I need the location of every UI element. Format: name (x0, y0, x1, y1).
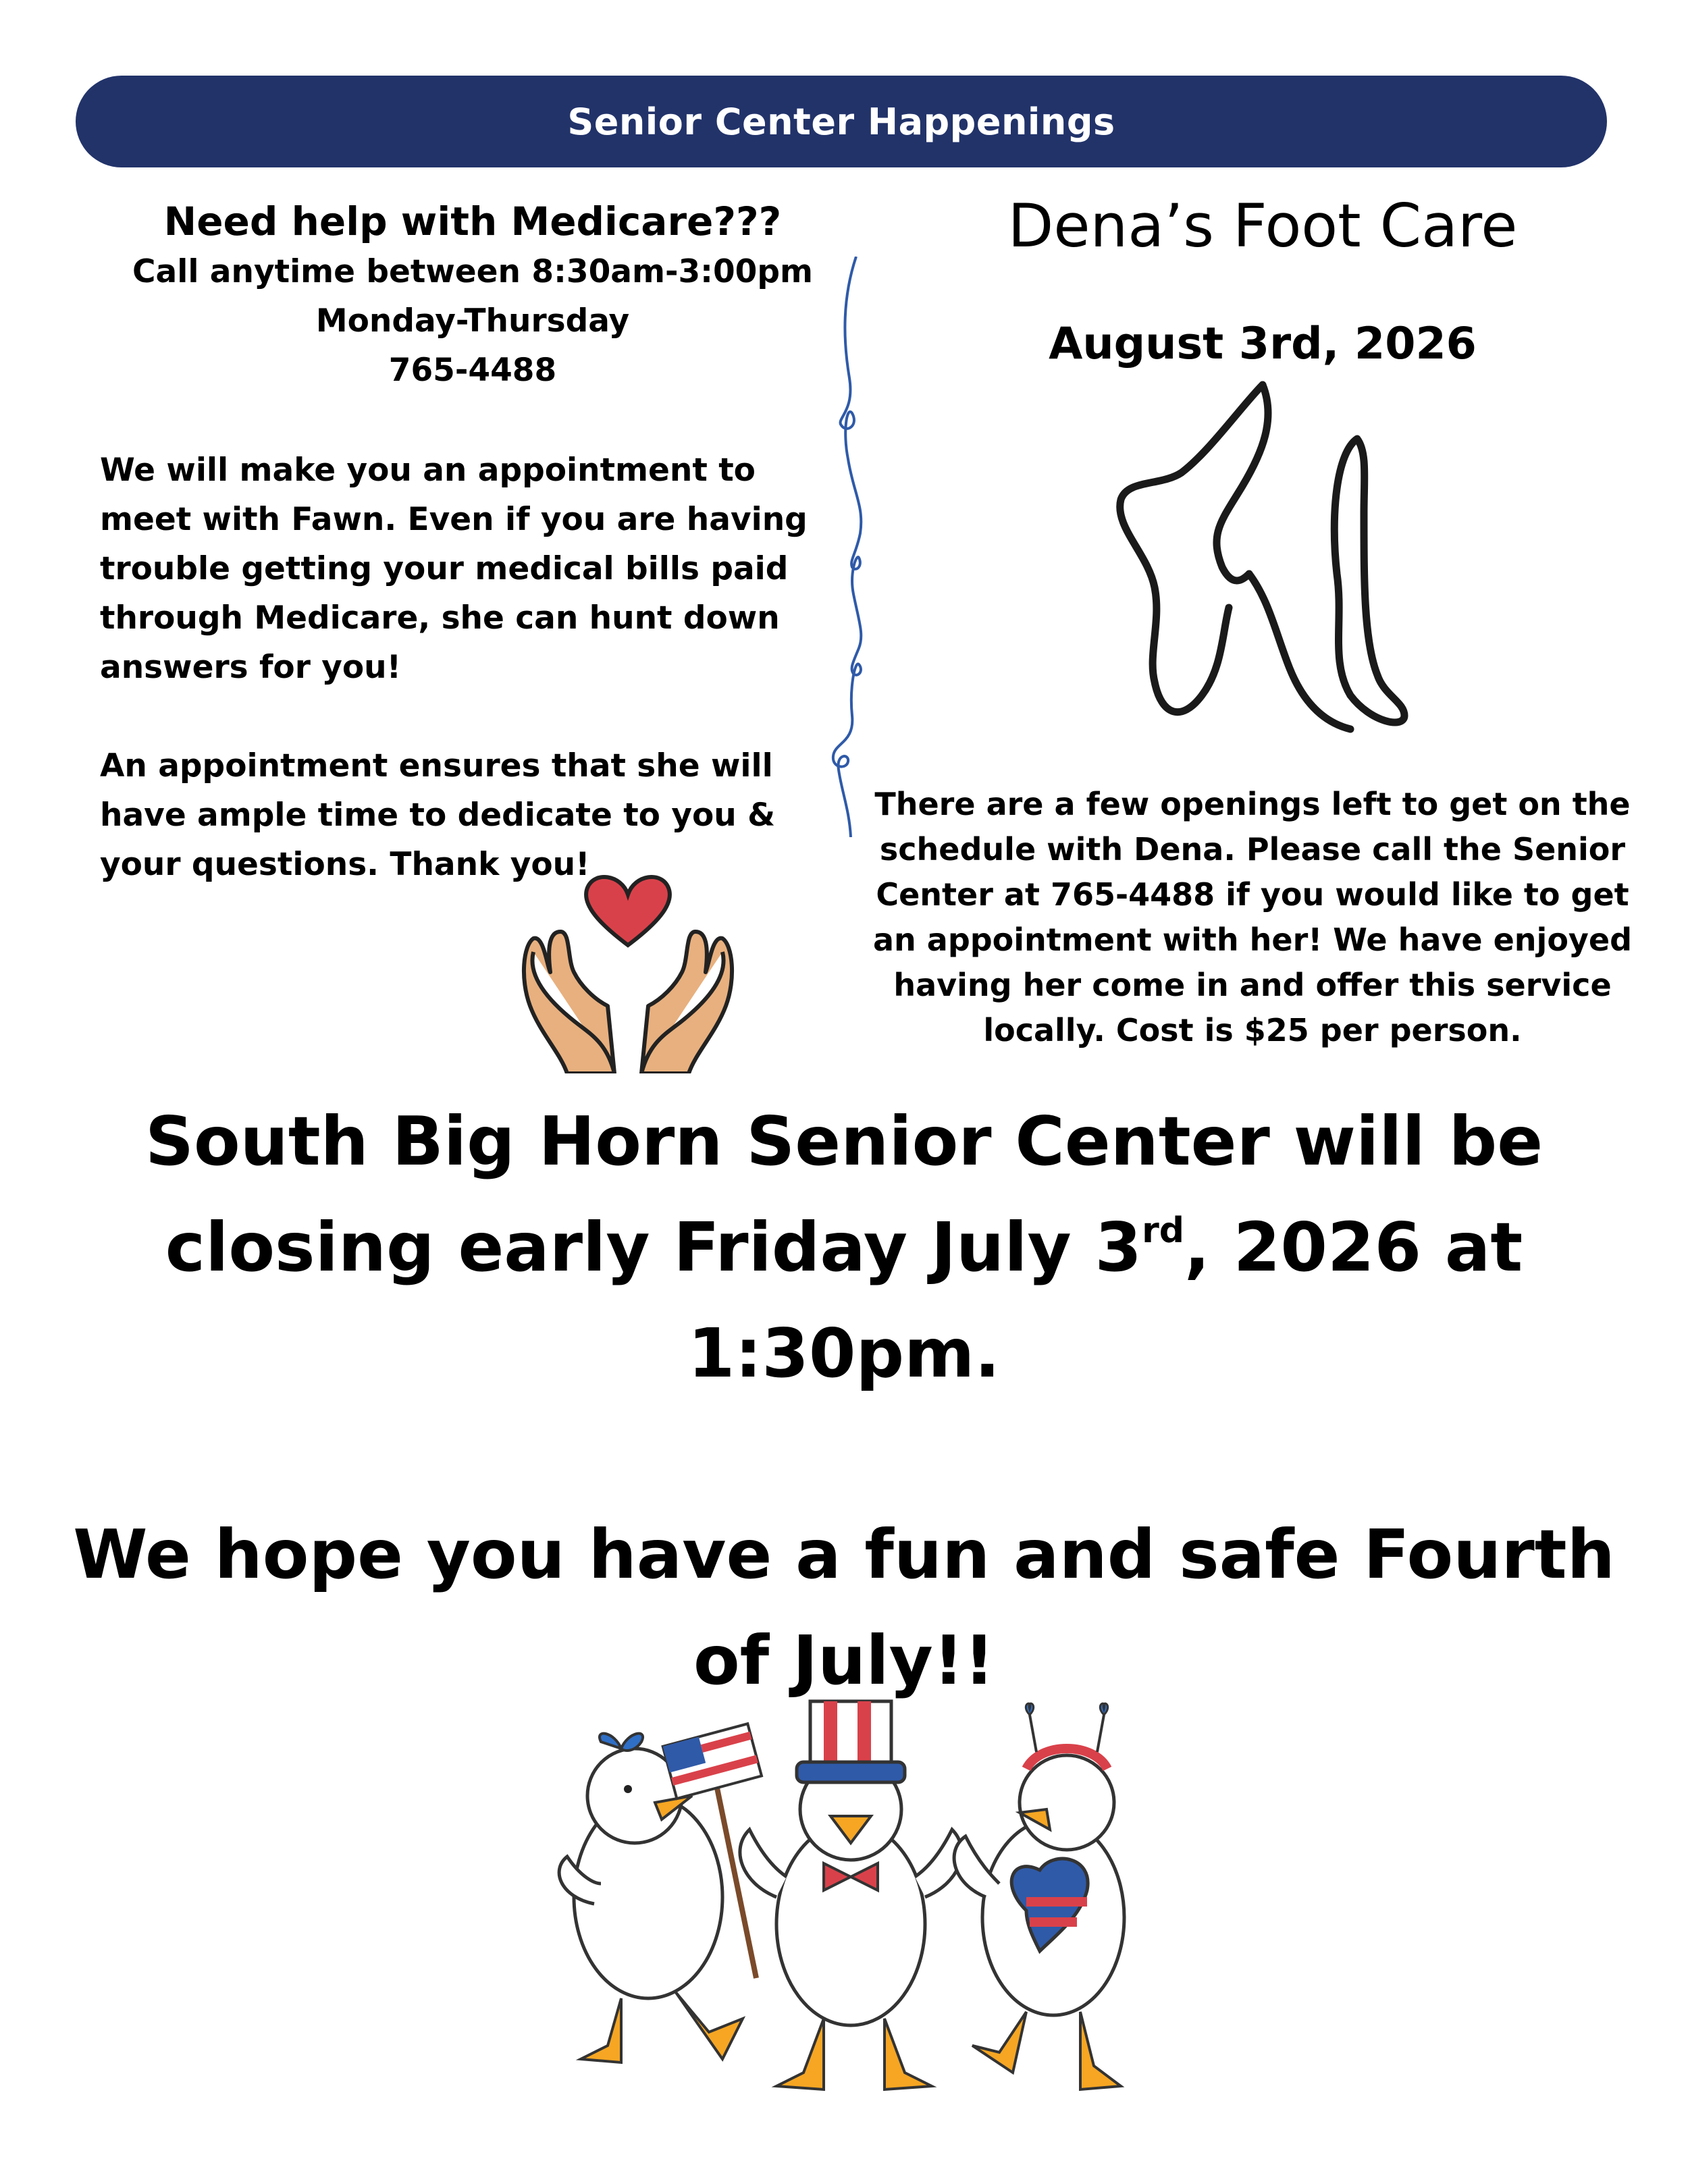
medicare-days: Monday-Thursday (315, 302, 630, 340)
duck-left (559, 1724, 762, 2062)
header-banner (76, 76, 1607, 167)
medicare-hours: Call anytime between 8:30am-3:00pm (132, 253, 813, 290)
closing-text-a: South Big Horn Senior Center will be closing early Friday July 3 (144, 1102, 1544, 1287)
closing-superscript: rd (1142, 1210, 1184, 1251)
wavy-divider (829, 257, 883, 837)
foot-care-date: August 3rd, 2026 (1049, 319, 1477, 369)
holiday-message: We hope you have a fun and safe Fourth of July!! (73, 1515, 1615, 1700)
foot-care-title: Dena’s Foot Care (1007, 191, 1518, 261)
closing-notice (81, 1088, 1607, 1406)
medicare-paragraph-2: An appointment ensures that she will have ample time to dedicate to you & your questions. Thank you! (100, 747, 776, 883)
duck-right (954, 1703, 1124, 2089)
patriotic-ducks-illustration (554, 1695, 1161, 2113)
banner-title: Senior Center Happenings (567, 100, 1115, 143)
feet-outline-icon (1107, 378, 1418, 756)
duck-middle (740, 1701, 961, 2089)
foot-care-description: There are a few openings left to get on the schedule with Dena. Please call the Senior Center at 765-4488 if you would like to get an appointment with her! We have enjoyed having her come in and offer this service locally. Cost is $25 per person. (872, 786, 1633, 1048)
heart-hands-icon (520, 871, 736, 1073)
medicare-heading-block (95, 196, 851, 395)
medicare-heading: Need help with Medicare??? (163, 198, 782, 244)
medicare-body (100, 446, 849, 889)
medicare-phone: 765-4488 (388, 352, 557, 389)
closing-text-b: , 2026 at 1:30pm. (687, 1208, 1523, 1393)
medicare-paragraph-1: We will make you an appointment to meet with Fawn. Even if you are having trouble getting your medical bills paid through Medicare, she can hunt down answers for you! (100, 452, 808, 686)
